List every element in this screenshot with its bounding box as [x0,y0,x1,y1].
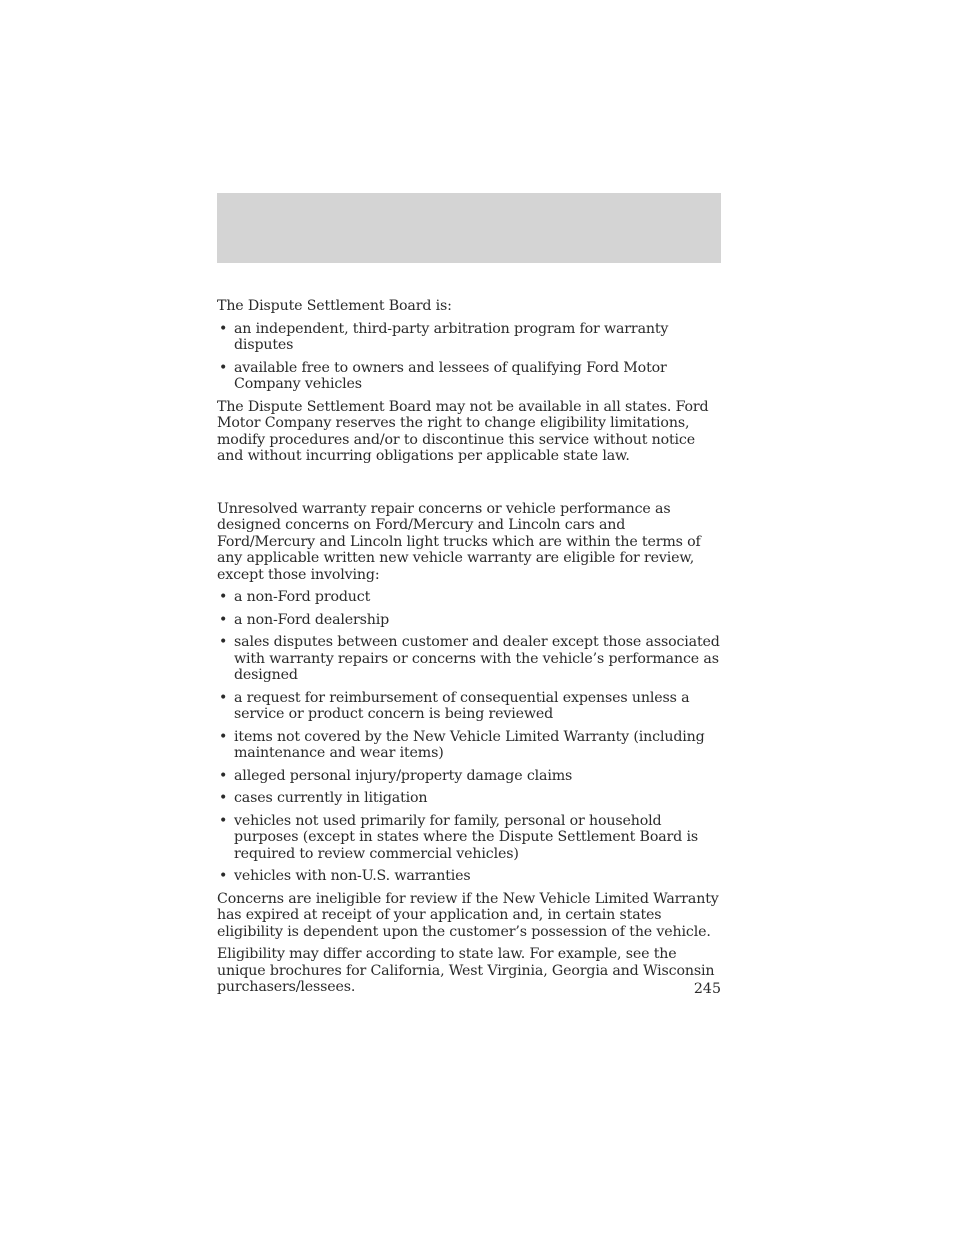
page-content [217,298,723,1002]
list-item: • alleged personal injury/property damage claims [217,768,723,785]
exclusions-list [217,589,723,885]
state-law-paragraph: Eligibility may differ according to state law. For example, see the unique brochures for California, West Virginia, Georgia and Wisconsin purchasers/lessees. [217,946,715,995]
list-item: • a non-Ford dealership [217,612,723,629]
list-item: • an independent, third-party arbitration program for warranty disputes [217,321,723,354]
board-intro: The Dispute Settlement Board is: [217,298,452,314]
list-item: • available free to owners and lessees of qualifying Ford Motor Company vehicles [217,360,723,393]
eligibility-intro: Unresolved warranty repair concerns or vehicle performance as designed concerns on Ford/Mercury and Lincoln cars and Ford/Mercury and Lincoln light trucks which are within the terms of any applicable written new vehicle warranty are eligible for review, except those involving: [217,500,701,583]
availability-paragraph: The Dispute Settlement Board may not be available in all states. Ford Motor Company reserves the right to change eligibility limitations, modify procedures and/or to discontinue this service without notice and without incurring obligations per applicable state law. [217,398,709,464]
list-item: • a non-Ford product [217,589,723,606]
ineligible-paragraph: Concerns are ineligible for review if the New Vehicle Limited Warranty has expired at receipt of your application and, in certain states eligibility is dependent upon the customer’s possession of the vehicle. [217,890,719,940]
list-item: • items not covered by the New Vehicle Limited Warranty (including maintenance and wear items) [217,729,723,762]
list-item: • vehicles not used primarily for family, personal or household purposes (except in states where the Dispute Settlement Board is required to review commercial vehicles) [217,813,723,863]
list-item: • vehicles with non-U.S. warranties [217,868,723,885]
list-item: • sales disputes between customer and dealer except those associated with warranty repairs or concerns with the vehicle’s performance as designed [217,634,723,684]
list-item: • cases currently in litigation [217,790,723,807]
section-gap [217,471,723,501]
board-features-list [217,321,723,393]
list-item: • a request for reimbursement of consequential expenses unless a service or product concern is being reviewed [217,690,723,723]
header-band [217,193,721,263]
page-number: 245 [693,981,721,997]
